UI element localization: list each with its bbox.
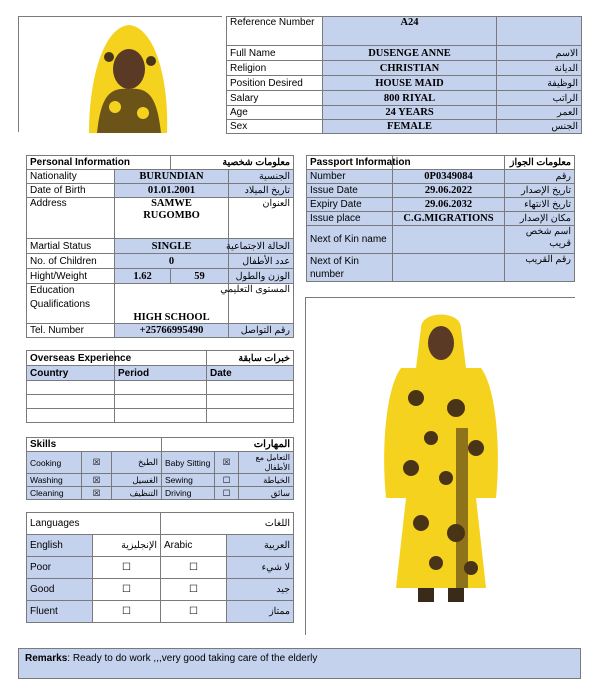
sex-ar: الجنس: [497, 120, 582, 134]
skill-babysitting-ar: التعامل مع الأطفال: [239, 452, 294, 474]
passport-number-label: Number: [307, 170, 393, 184]
skill-washing-checkbox[interactable]: ☒: [82, 474, 112, 487]
lang-good-ar: جيد: [227, 579, 294, 601]
skills-title-ar: المهارات: [162, 438, 294, 452]
education-label: Education Qualifications: [27, 284, 115, 324]
salary-ar: الراتب: [497, 91, 582, 106]
children-value: 0: [115, 254, 229, 269]
personal-title-ar: معلومات شخصية: [171, 156, 294, 170]
expiry-date-value: 29.06.2032: [393, 198, 505, 212]
lang-english-label: English: [27, 535, 93, 557]
issue-place-ar: مكان الإصدار: [505, 212, 575, 226]
remarks-text: : Ready to do work ,,,very good taking care of the elderly: [67, 653, 318, 664]
kin-number-value: [393, 254, 505, 282]
overseas-title: Overseas Experience: [27, 351, 115, 366]
marital-ar: الحالة الاجتماعية: [229, 239, 294, 254]
skill-sewing-checkbox[interactable]: ☐: [215, 474, 239, 487]
col-country: Country: [27, 366, 115, 381]
religion-ar: الديانة: [497, 61, 582, 76]
kin-number-ar: رقم القريب: [505, 254, 575, 282]
address-value: [115, 198, 229, 239]
remarks-box: [18, 648, 581, 679]
lang-english-ar: الإنجليزية: [93, 535, 161, 557]
kin-number-label: Next of Kin number: [307, 254, 393, 282]
issue-place-label: Issue place: [307, 212, 393, 226]
dob-value: 01.01.2001: [115, 184, 229, 198]
address-line-2: RUGOMBO: [143, 210, 200, 221]
passport-title: Passport Information: [307, 156, 393, 170]
expiry-date-label: Expiry Date: [307, 198, 393, 212]
skill-cooking-ar: الطبخ: [112, 452, 162, 474]
height-weight-ar: الوزن والطول: [229, 269, 294, 284]
passport-number-ar: رقم: [505, 170, 575, 184]
skill-babysitting-label: Baby Sitting: [162, 452, 215, 474]
nationality-label: Nationality: [27, 170, 115, 184]
lang-poor-label: Poor: [27, 557, 93, 579]
skill-driving-label: Driving: [162, 487, 215, 500]
religion-label: Religion: [227, 61, 323, 76]
full-body-photo: [305, 297, 575, 635]
salary-value: 800 RIYAL: [323, 91, 497, 106]
arabic-fluent-checkbox[interactable]: ☐: [161, 601, 227, 623]
age-value: 24 YEARS: [323, 106, 497, 120]
issue-date-value: 29.06.2022: [393, 184, 505, 198]
fullname-value: DUSENGE ANNE: [323, 46, 497, 61]
portrait-photo: [18, 16, 222, 132]
english-fluent-checkbox[interactable]: ☐: [93, 601, 161, 623]
lang-poor-ar: لا شيء: [227, 557, 294, 579]
lang-good-label: Good: [27, 579, 93, 601]
header-table: [226, 16, 582, 134]
languages-table: [26, 512, 294, 623]
marital-label: Martial Status: [27, 239, 115, 254]
dob-ar: تاريخ الميلاد: [229, 184, 294, 198]
expiry-date-ar: تاريخ الانتهاء: [505, 198, 575, 212]
salary-label: Salary: [227, 91, 323, 106]
overseas-experience-table: [26, 350, 294, 423]
passport-title-ar: معلومات الجواز: [505, 156, 575, 170]
reference-label: Reference Number: [227, 17, 323, 46]
english-poor-checkbox[interactable]: ☐: [93, 557, 161, 579]
languages-title: Languages: [27, 513, 161, 535]
personal-title: Personal Information: [27, 156, 171, 170]
lang-fluent-ar: ممتاز: [227, 601, 294, 623]
skill-cooking-checkbox[interactable]: ☒: [82, 452, 112, 474]
skill-washing-label: Washing: [27, 474, 82, 487]
skill-cleaning-checkbox[interactable]: ☒: [82, 487, 112, 500]
overseas-title-ar: خبرات سابقة: [207, 351, 294, 366]
issue-place-value: C.G.MIGRATIONS: [393, 212, 505, 226]
reference-value: A24: [323, 17, 497, 46]
tel-ar: رقم التواصل: [229, 324, 294, 338]
children-label: No. of Children: [27, 254, 115, 269]
position-value: HOUSE MAID: [323, 76, 497, 91]
personal-info-table: [26, 155, 294, 338]
skill-driving-ar: سائق: [239, 487, 294, 500]
skill-cleaning-ar: التنظيف: [112, 487, 162, 500]
english-good-checkbox[interactable]: ☐: [93, 579, 161, 601]
marital-value: SINGLE: [115, 239, 229, 254]
skill-cleaning-label: Cleaning: [27, 487, 82, 500]
weight-value: 59: [171, 269, 229, 284]
table-row: [27, 395, 294, 409]
position-ar: الوظيفة: [497, 76, 582, 91]
sex-label: Sex: [227, 120, 323, 134]
education-value: HIGH SCHOOL: [115, 284, 229, 324]
skill-sewing-ar: الخياطة: [239, 474, 294, 487]
skill-babysitting-checkbox[interactable]: ☒: [215, 452, 239, 474]
languages-title-ar: اللغات: [161, 513, 294, 535]
age-label: Age: [227, 106, 323, 120]
kin-name-ar: اسم شخص قريب: [505, 226, 575, 254]
sex-value: FEMALE: [323, 120, 497, 134]
children-ar: عدد الأطفال: [229, 254, 294, 269]
skill-sewing-label: Sewing: [162, 474, 215, 487]
lang-fluent-label: Fluent: [27, 601, 93, 623]
nationality-value: BURUNDIAN: [115, 170, 229, 184]
arabic-good-checkbox[interactable]: ☐: [161, 579, 227, 601]
nationality-ar: الجنسية: [229, 170, 294, 184]
lang-arabic-label: Arabic: [161, 535, 227, 557]
height-weight-label: Hight/Weight: [27, 269, 115, 284]
skill-cooking-label: Cooking: [27, 452, 82, 474]
passport-number-value: 0P0349084: [393, 170, 505, 184]
issue-date-ar: تاريخ الإصدار: [505, 184, 575, 198]
issue-date-label: Issue Date: [307, 184, 393, 198]
arabic-poor-checkbox[interactable]: ☐: [161, 557, 227, 579]
dob-label: Date of Birth: [27, 184, 115, 198]
blank-cell: [497, 17, 582, 46]
tel-label: Tel. Number: [27, 324, 115, 338]
table-row: [27, 381, 294, 395]
col-period: Period: [115, 366, 207, 381]
tel-value: +25766995490: [115, 324, 229, 338]
col-date: Date: [207, 366, 294, 381]
height-value: 1.62: [115, 269, 171, 284]
table-row: [27, 409, 294, 423]
address-label: Address: [27, 198, 115, 239]
skill-washing-ar: الغسيل: [112, 474, 162, 487]
position-label: Position Desired: [227, 76, 323, 91]
skills-table: [26, 437, 294, 500]
address-ar: العنوان: [229, 198, 294, 239]
passport-info-table: [306, 155, 575, 282]
skill-driving-checkbox[interactable]: ☐: [215, 487, 239, 500]
age-ar: العمر: [497, 106, 582, 120]
skills-title: Skills: [27, 438, 162, 452]
religion-value: CHRISTIAN: [323, 61, 497, 76]
lang-arabic-ar: العربية: [227, 535, 294, 557]
fullname-ar: الاسم: [497, 46, 582, 61]
education-ar: المستوى التعليمي: [229, 284, 294, 324]
fullname-label: Full Name: [227, 46, 323, 61]
address-line-1: SAMWE: [151, 198, 192, 209]
kin-name-label: Next of Kin name: [307, 226, 393, 254]
remarks-label: Remarks: [25, 653, 68, 664]
kin-name-value: [393, 226, 505, 254]
